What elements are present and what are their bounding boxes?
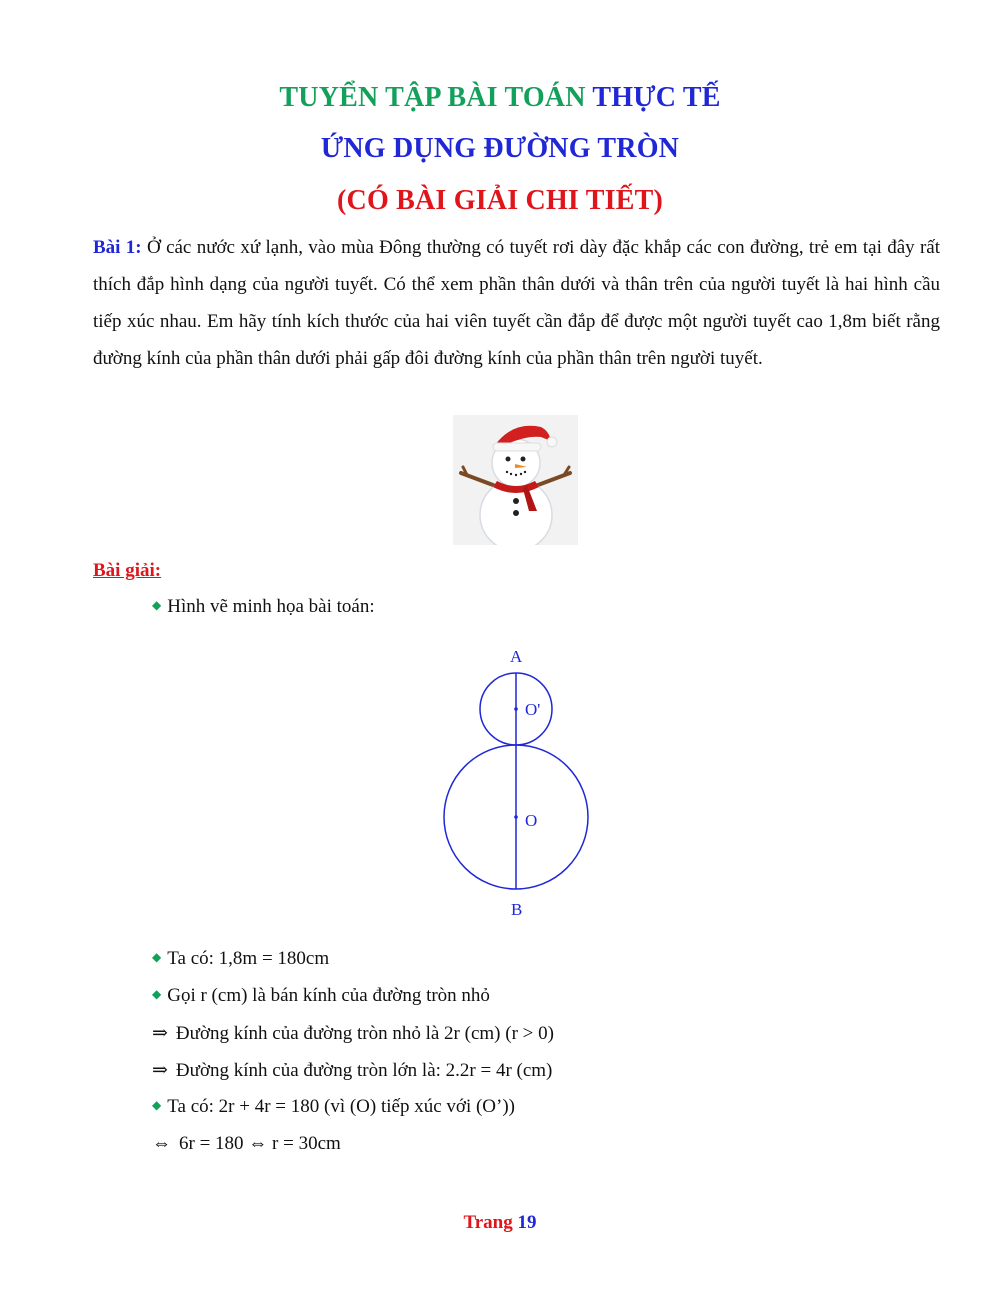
solution-line-1: ◆ Ta có: 1,8m = 180cm [152, 948, 330, 969]
center-o-point [514, 815, 518, 819]
label-o-prime: O' [525, 700, 541, 719]
solution-line-4: ⇒ Đường kính của đường tròn lớn là: 2.2r = 4r (cm) [152, 1060, 553, 1081]
label-b: B [511, 900, 523, 919]
label-a: A [510, 647, 523, 666]
diamond-bullet-icon: ◆ [152, 1098, 162, 1112]
solution-intro: ◆ Hình vẽ minh họa bài toán: [152, 596, 375, 617]
diamond-bullet-icon: ◆ [152, 598, 162, 612]
snowman-icon [453, 415, 578, 545]
diamond-bullet-icon: ◆ [152, 950, 162, 964]
title-line-2: ỨNG DỤNG ĐƯỜNG TRÒN [320, 133, 680, 164]
title-line-3: (CÓ BÀI GIẢI CHI TIẾT) [337, 185, 663, 216]
implies-arrow-icon: ⇒ [152, 1023, 168, 1044]
page-footer [0, 1212, 1000, 1234]
solution-line-2: ◆ Gọi r (cm) là bán kính của đường tròn nhỏ [152, 985, 490, 1006]
solution-label: Bài giải: [93, 560, 162, 581]
problem-label: Bài 1: [93, 237, 142, 258]
implies-arrow-icon: ⇒ [152, 1060, 168, 1081]
circles-diagram [430, 640, 610, 930]
solution-line-6: ⇔ 6r = 180 ⇔ r = 30cm [152, 1133, 341, 1154]
solution-line-3: ⇒ Đường kính của đường tròn nhỏ là 2r (cm) (r > 0) [152, 1023, 554, 1044]
page-number: 19 [517, 1212, 537, 1233]
center-o-prime-point [514, 707, 518, 711]
solution-line-5: ◆ Ta có: 2r + 4r = 180 (vì (O) tiếp xúc với (O’)) [152, 1096, 516, 1117]
problem-statement [93, 229, 940, 377]
footer-word: Trang [463, 1212, 513, 1233]
title-blue-text: THỰC TẾ [592, 82, 721, 113]
equivalence-arrow-icon: ⇔ [152, 1133, 171, 1154]
snowman-image [453, 415, 578, 545]
label-o: O [525, 811, 538, 830]
problem-text: Ở các nước xứ lạnh, vào mùa Đông thường có tuyết rơi dày đặc khắp các con đường, trẻ em tại đây rất thích đắp hình dạng của người tuyết. Có thể xem phần thân dưới và thân trên của người tuyết là hai hình cầu tiếp xúc nhau. Em hãy tính kích thước của hai viên tuyết cần đắp để được một người tuyết cao 1,8m biết rằng đường kính của phần thân dưới phải gấp đôi đường kính của phần thân trên người tuyết. [93, 237, 941, 369]
diamond-bullet-icon: ◆ [152, 987, 162, 1001]
title-green-text: TUYỂN TẬP BÀI TOÁN [279, 82, 586, 113]
title-line-1 [0, 82, 1000, 114]
